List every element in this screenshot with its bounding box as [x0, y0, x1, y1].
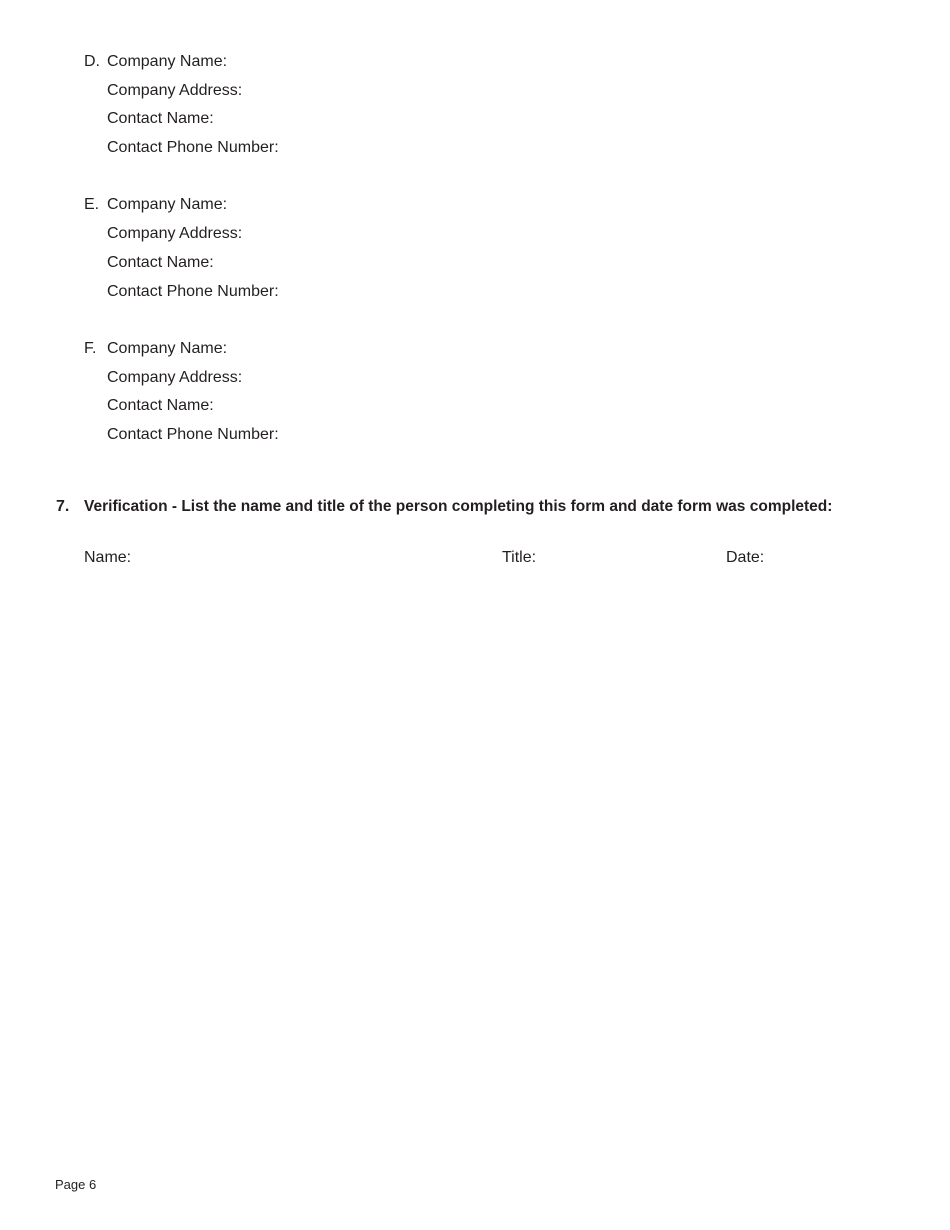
contact-phone-label: Contact Phone Number:: [107, 426, 279, 443]
entry-marker: D.: [84, 53, 100, 70]
entry-marker: F.: [84, 340, 97, 357]
contact-name-label: Contact Name:: [107, 397, 214, 414]
contact-name-label: Contact Name:: [107, 110, 214, 127]
contact-phone-label: Contact Phone Number:: [107, 139, 279, 156]
contact-phone-label: Contact Phone Number:: [107, 283, 279, 300]
company-name-label: Company Name:: [107, 196, 228, 213]
question-number: 7.: [56, 498, 70, 515]
entry-marker: E.: [84, 196, 100, 213]
contact-name-label: Contact Name:: [107, 254, 214, 271]
company-address-label: Company Address:: [107, 82, 243, 99]
company-address-label: Company Address:: [107, 369, 243, 386]
name-label: Name:: [84, 549, 132, 566]
verification-question: Verification - List the name and title of the person completing this form and date form was completed:: [84, 498, 833, 515]
company-name-label: Company Name:: [107, 53, 228, 70]
company-name-label: Company Name:: [107, 340, 228, 357]
title-label: Title:: [502, 549, 537, 566]
company-address-label: Company Address:: [107, 225, 243, 242]
date-label: Date:: [726, 549, 765, 566]
page-number: Page 6: [55, 1177, 97, 1192]
